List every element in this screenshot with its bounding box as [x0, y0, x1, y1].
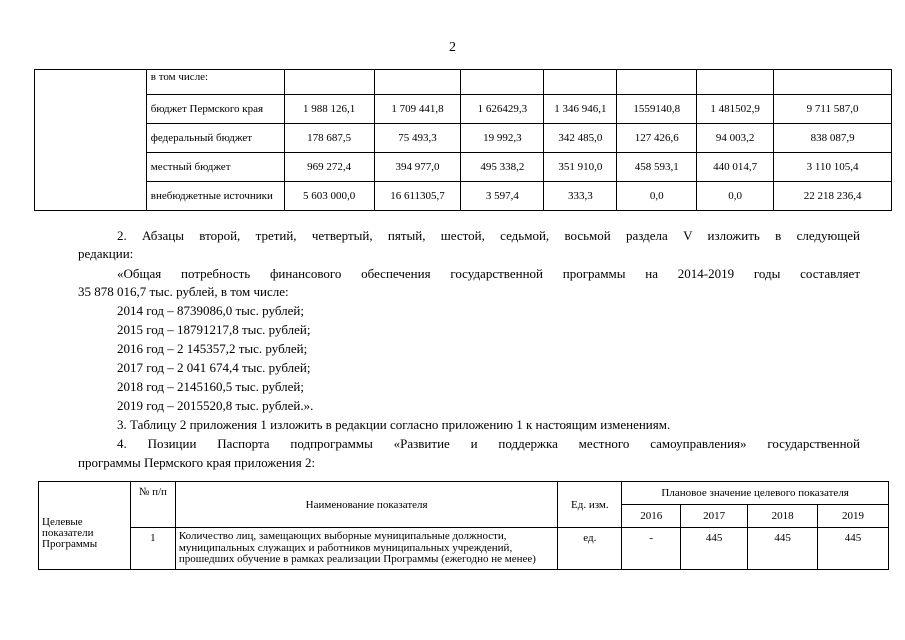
paragraph-4-line1: 4. Позиции Паспорта подпрограммы «Развитие и поддержка местного самоуправления» государственной [117, 436, 860, 451]
row-label: бюджет Пермского края [146, 95, 284, 124]
year-line-2018: 2018 год – 2145160,5 тыс. рублей; [117, 379, 304, 394]
cell: 94 003,2 [697, 124, 774, 153]
cell: 0,0 [697, 182, 774, 211]
header-indicator-name: Наименование показателя [175, 482, 557, 528]
year-line-2016: 2016 год – 2 145357,2 тыс. рублей; [117, 341, 308, 356]
paragraph-3: 3. Таблицу 2 приложения 1 изложить в редакции согласно приложению 1 к настоящим изменениям. [117, 417, 671, 432]
cell [617, 70, 697, 95]
row-label: в том числе: [146, 70, 284, 95]
cell: 495 338,2 [461, 153, 544, 182]
paragraph-4-line2: программы Пермского края приложения 2: [78, 455, 316, 470]
cell [544, 70, 617, 95]
year-line-2019: 2019 год – 2015520,8 тыс. рублей.». [117, 398, 314, 413]
cell: 342 485,0 [544, 124, 617, 153]
cell: 3 110 105,4 [774, 153, 892, 182]
cell: 75 493,3 [374, 124, 461, 153]
cell: 333,3 [544, 182, 617, 211]
header-year: 2018 [748, 505, 818, 528]
cell: 0,0 [617, 182, 697, 211]
header-row [39, 482, 889, 505]
header-year: 2017 [681, 505, 748, 528]
cell: 22 218 236,4 [774, 182, 892, 211]
cell: 1559140,8 [617, 95, 697, 124]
cell [697, 70, 774, 95]
header-unit: Ед. изм. [558, 482, 622, 528]
target-indicators-table [38, 481, 889, 570]
cell [374, 70, 461, 95]
quote-line2: 35 878 016,7 тыс. рублей, в том числе: [78, 284, 289, 299]
cell: 394 977,0 [374, 153, 461, 182]
cell: 5 603 000,0 [284, 182, 374, 211]
page-number: 2 [449, 40, 456, 55]
header-plan-value: Плановое значение целевого показателя [622, 482, 889, 505]
value-2016: - [622, 528, 681, 570]
header-number: № п/п [130, 482, 175, 528]
cell: 351 910,0 [544, 153, 617, 182]
cell: 19 992,3 [461, 124, 544, 153]
indicator-name: Количество лиц, замещающих выборные муниципальные должности, муниципальных служащих и работников муниципальных учреждений, прошедших обучение в рамках реализации Программы (ежегодно не менее) [175, 528, 557, 570]
cell: 9 711 587,0 [774, 95, 892, 124]
value-2019: 445 [818, 528, 889, 570]
paragraph-2-line2: редакции: [78, 246, 134, 261]
table-row [35, 124, 892, 153]
table-row [35, 153, 892, 182]
year-line-2014: 2014 год – 8739086,0 тыс. рублей; [117, 303, 304, 318]
row-label: местный бюджет [146, 153, 284, 182]
cell: 3 597,4 [461, 182, 544, 211]
table-row [35, 70, 892, 95]
year-line-2015: 2015 год – 18791217,8 тыс. рублей; [117, 322, 311, 337]
table-row [39, 528, 889, 570]
side-label: Целевые показатели Программы [39, 482, 131, 570]
cell: 1 988 126,1 [284, 95, 374, 124]
indicator-unit: ед. [558, 528, 622, 570]
cell: 1 481502,9 [697, 95, 774, 124]
cell: 1 709 441,8 [374, 95, 461, 124]
header-year: 2019 [818, 505, 889, 528]
cell: 458 593,1 [617, 153, 697, 182]
cell [284, 70, 374, 95]
cell [774, 70, 892, 95]
table-row [35, 182, 892, 211]
cell [461, 70, 544, 95]
paragraph-2-line1: 2. Абзацы второй, третий, четвертый, пятый, шестой, седьмой, восьмой раздела V изложить в следующей [117, 228, 860, 243]
cell: 838 087,9 [774, 124, 892, 153]
quote-line1: «Общая потребность финансового обеспечения государственной программы на 2014-2019 годы составляет [117, 266, 860, 281]
header-year: 2016 [622, 505, 681, 528]
year-line-2017: 2017 год – 2 041 674,4 тыс. рублей; [117, 360, 311, 375]
row-label: внебюджетные источники [146, 182, 284, 211]
value-2017: 445 [681, 528, 748, 570]
financing-table [34, 69, 892, 211]
cell: 1 346 946,1 [544, 95, 617, 124]
empty-merged-cell [35, 70, 147, 211]
cell: 16 611305,7 [374, 182, 461, 211]
cell: 969 272,4 [284, 153, 374, 182]
cell: 178 687,5 [284, 124, 374, 153]
value-2018: 445 [748, 528, 818, 570]
row-label: федеральный бюджет [146, 124, 284, 153]
table-row [35, 95, 892, 124]
cell: 440 014,7 [697, 153, 774, 182]
cell: 127 426,6 [617, 124, 697, 153]
cell: 1 626429,3 [461, 95, 544, 124]
row-number: 1 [130, 528, 175, 570]
